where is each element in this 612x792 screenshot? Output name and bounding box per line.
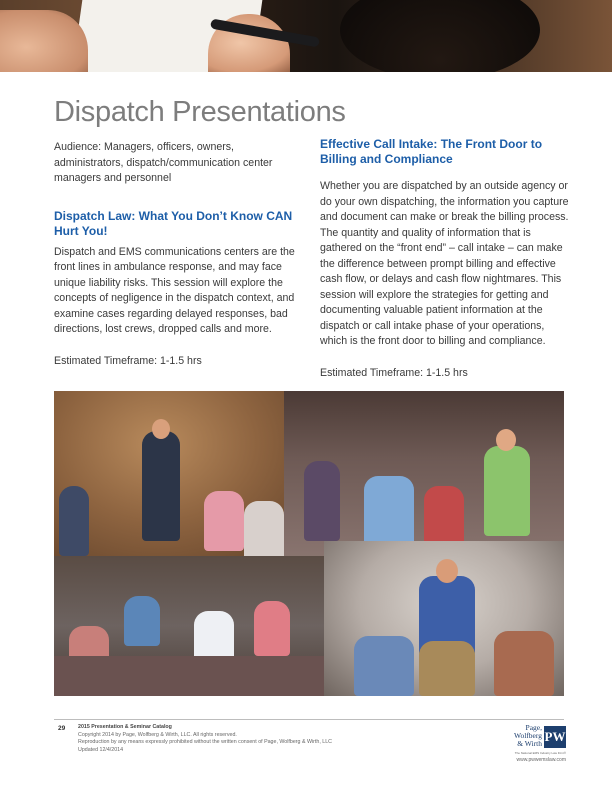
photo-large-audience [54,556,344,696]
logo-line-3: & Wirth [517,739,542,748]
timeframe-call-intake: Estimated Timeframe: 1-1.5 hrs [320,366,468,379]
photo-speaker-walking [54,391,314,566]
section-body-dispatch-law: Dispatch and EMS communications centers are the front lines in ambulance response, and may face unique liability risks. This session will explore the concepts of negligence in the dispatch context, and examine cases regarding delayed responses, bad directions, lost crews, dropped calls and more. [54,245,295,335]
footer-text [78,724,408,754]
logo-line-1: Page, [525,723,542,732]
section-heading-call-intake: Effective Call Intake: The Front Door to Billing and Compliance [320,137,543,166]
firm-logo [504,724,566,764]
left-hand [0,10,88,72]
page-title: Dispatch Presentations [54,96,346,128]
logo-line-2: Wolfberg [513,731,542,740]
seminar-photo-collage [54,391,564,696]
photo-audience-hands-raised [284,391,564,561]
section-heading-dispatch-law: Dispatch Law: What You Don’t Know CAN Hurt You! [54,208,293,238]
timeframe-dispatch-law: Estimated Timeframe: 1-1.5 hrs [54,354,202,367]
footer-divider [54,719,564,720]
photo-presenter-woman [324,541,564,696]
copyright-text: Copyright 2014 by Page, Wolfberg & Wirth, LLC. All rights reserved. [78,731,237,738]
left-column [54,140,304,369]
logo-mark-icon: PW [544,726,566,748]
page-number: 29 [58,725,66,732]
website-link[interactable]: www.pwwemslaw.com [516,757,566,763]
speaker-figure [142,431,180,541]
catalog-title: 2015 Presentation & Seminar Catalog [78,724,172,730]
audience-text: Audience: Managers, officers, owners, administrators, dispatch/communication center managers and personnel [54,141,273,184]
section-body-call-intake: Whether you are dispatched by an outside agency or do your own dispatching, the information you capture and document can make or break the billing process. The quantity and quality of information that is gathered on the “front end” – call intake – can make the difference between prompt billing and effective cash flow, or delays and cash flow nightmares. This session will explore the strategies for getting and documenting valuable patient information at the dispatch or call intake phase of your operations, which is the front door to billing and compliance. [320,180,569,347]
logo-tagline: The National EMS Industry Law Firm® [514,751,566,755]
updated-date: Updated 12/4/2014 [78,746,124,753]
right-column [320,137,570,381]
dark-chair [340,0,540,72]
reproduction-text: Reproduction by any means expressly prohibited without the written consent of Page, Wolfberg & Wirth, LLC [78,739,332,746]
header-photo [0,0,612,72]
logo-wordmark [504,724,542,748]
